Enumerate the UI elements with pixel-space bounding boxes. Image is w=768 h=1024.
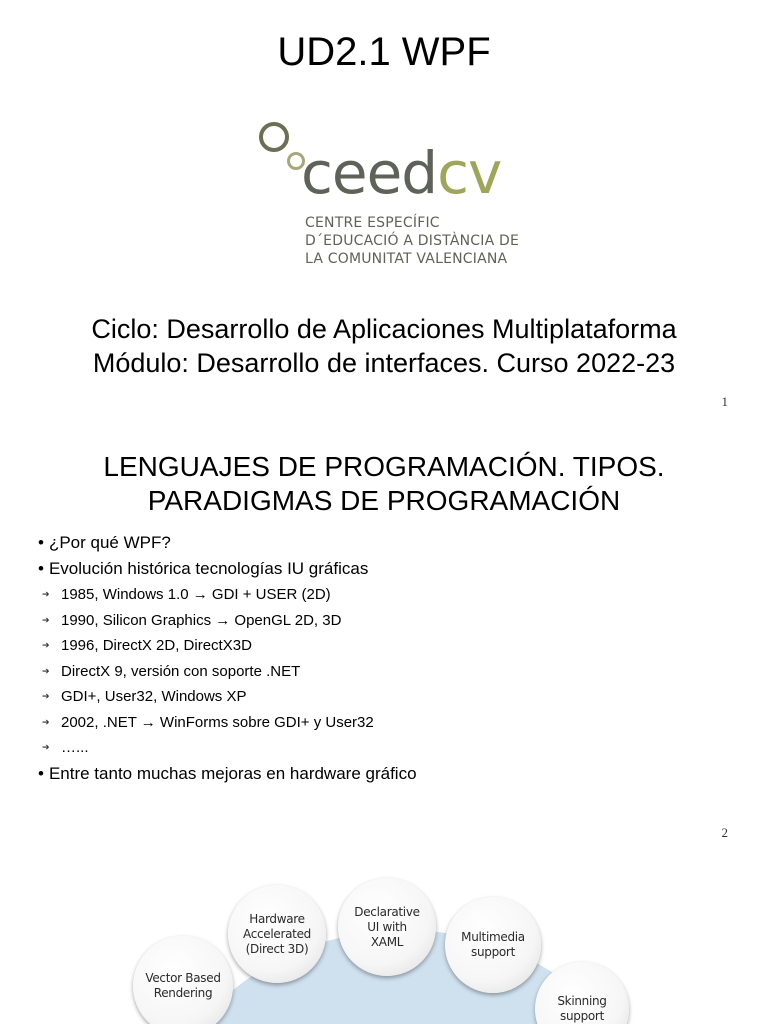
sub-bullet-item: [38, 684, 738, 710]
page-number-2: 2: [721, 825, 728, 840]
sub-bullet-item: [38, 608, 738, 634]
sub-bullet-item: [38, 582, 738, 608]
sub-bullet-item: [38, 633, 738, 659]
feature-bubble-label: Hardware Accelerated (Direct 3D): [243, 911, 311, 956]
slide-2-title-line-1: LENGUAJES DE PROGRAMACIÓN. TIPOS.: [103, 451, 665, 482]
arrow-bullet-icon: ➔: [42, 742, 50, 752]
logo-tagline-line-3: LA COMUNITAT VALENCIANA: [305, 251, 508, 267]
subtitle-line-1: Ciclo: Desarrollo de Aplicaciones Multiplataforma: [91, 314, 677, 344]
sub-bullet-item: [38, 659, 738, 685]
feature-bubble-label: Multimedia support: [461, 930, 525, 959]
bullet-item: • Entre tanto muchas mejoras en hardware gráfico: [38, 761, 738, 787]
arrow-bullet-icon: ➔: [42, 589, 50, 599]
logo-circle-large-icon: [259, 122, 289, 152]
bullet-list: [38, 530, 738, 787]
feature-bubble-label: Vector Based Rendering: [145, 971, 221, 1000]
feature-bubble-hardware-accelerated: [228, 885, 326, 983]
feature-bubble-label: Skinning support: [557, 994, 607, 1023]
sub-bullet-text: 1990, Silicon Graphics → OpenGL 2D, 3D: [61, 611, 342, 629]
arrow-bullet-icon: ➔: [42, 614, 50, 625]
logo-tagline: [305, 214, 519, 268]
sub-bullet-text: 1996, DirectX 2D, DirectX3D: [61, 637, 252, 654]
arrow-bullet-icon: ➔: [42, 716, 50, 727]
logo-tagline-line-1: CENTRE ESPECÍFIC: [305, 215, 440, 231]
slide-2-title-line-2: PARADIGMAS DE PROGRAMACIÓN: [147, 485, 621, 516]
page-number-1: 1: [721, 394, 728, 409]
sub-bullet-item: [38, 710, 738, 736]
feature-bubble-label: Declarative UI with XAML: [354, 904, 420, 949]
arrow-bullet-icon: ➔: [42, 691, 50, 701]
logo-word-cv: cv: [437, 139, 502, 207]
slide-2: [0, 420, 768, 850]
slide-3: [0, 850, 768, 1024]
slide-1-subtitle: [0, 312, 768, 380]
feature-bubble-vector-rendering: [133, 936, 233, 1024]
arrow-bullet-icon: ➔: [42, 640, 50, 650]
bullet-item: • Evolución histórica tecnologías IU gráficas: [38, 556, 738, 582]
logo-tagline-line-2: D´EDUCACIÓ A DISTÀNCIA DE: [305, 233, 520, 249]
ceedcv-logo: [255, 118, 520, 268]
sub-bullet-item: [38, 735, 738, 761]
logo-wordmark: [301, 138, 501, 208]
arrow-bullet-icon: ➔: [42, 665, 50, 676]
sub-bullet-text: …...: [61, 739, 89, 756]
logo-word-ceed: ceed: [301, 139, 438, 207]
sub-bullet-text: DirectX 9, versión con soporte .NET: [61, 662, 301, 680]
sub-bullet-text: 1985, Windows 1.0 → GDI + USER (2D): [61, 586, 331, 603]
slide-1-title: UD2.1 WPF: [277, 30, 491, 74]
feature-bubble-declarative-ui: [338, 878, 436, 976]
subtitle-line-2: Módulo: Desarrollo de interfaces. Curso 2022-23: [92, 348, 676, 378]
slide-2-title: [0, 450, 768, 518]
feature-bubble-multimedia: [445, 897, 541, 993]
sub-bullet-text: GDI+, User32, Windows XP: [61, 688, 247, 705]
slide-1: [0, 0, 768, 420]
bullet-item: • ¿Por qué WPF?: [38, 530, 738, 556]
sub-bullet-text: 2002, .NET → WinForms sobre GDI+ y User32: [61, 713, 374, 731]
